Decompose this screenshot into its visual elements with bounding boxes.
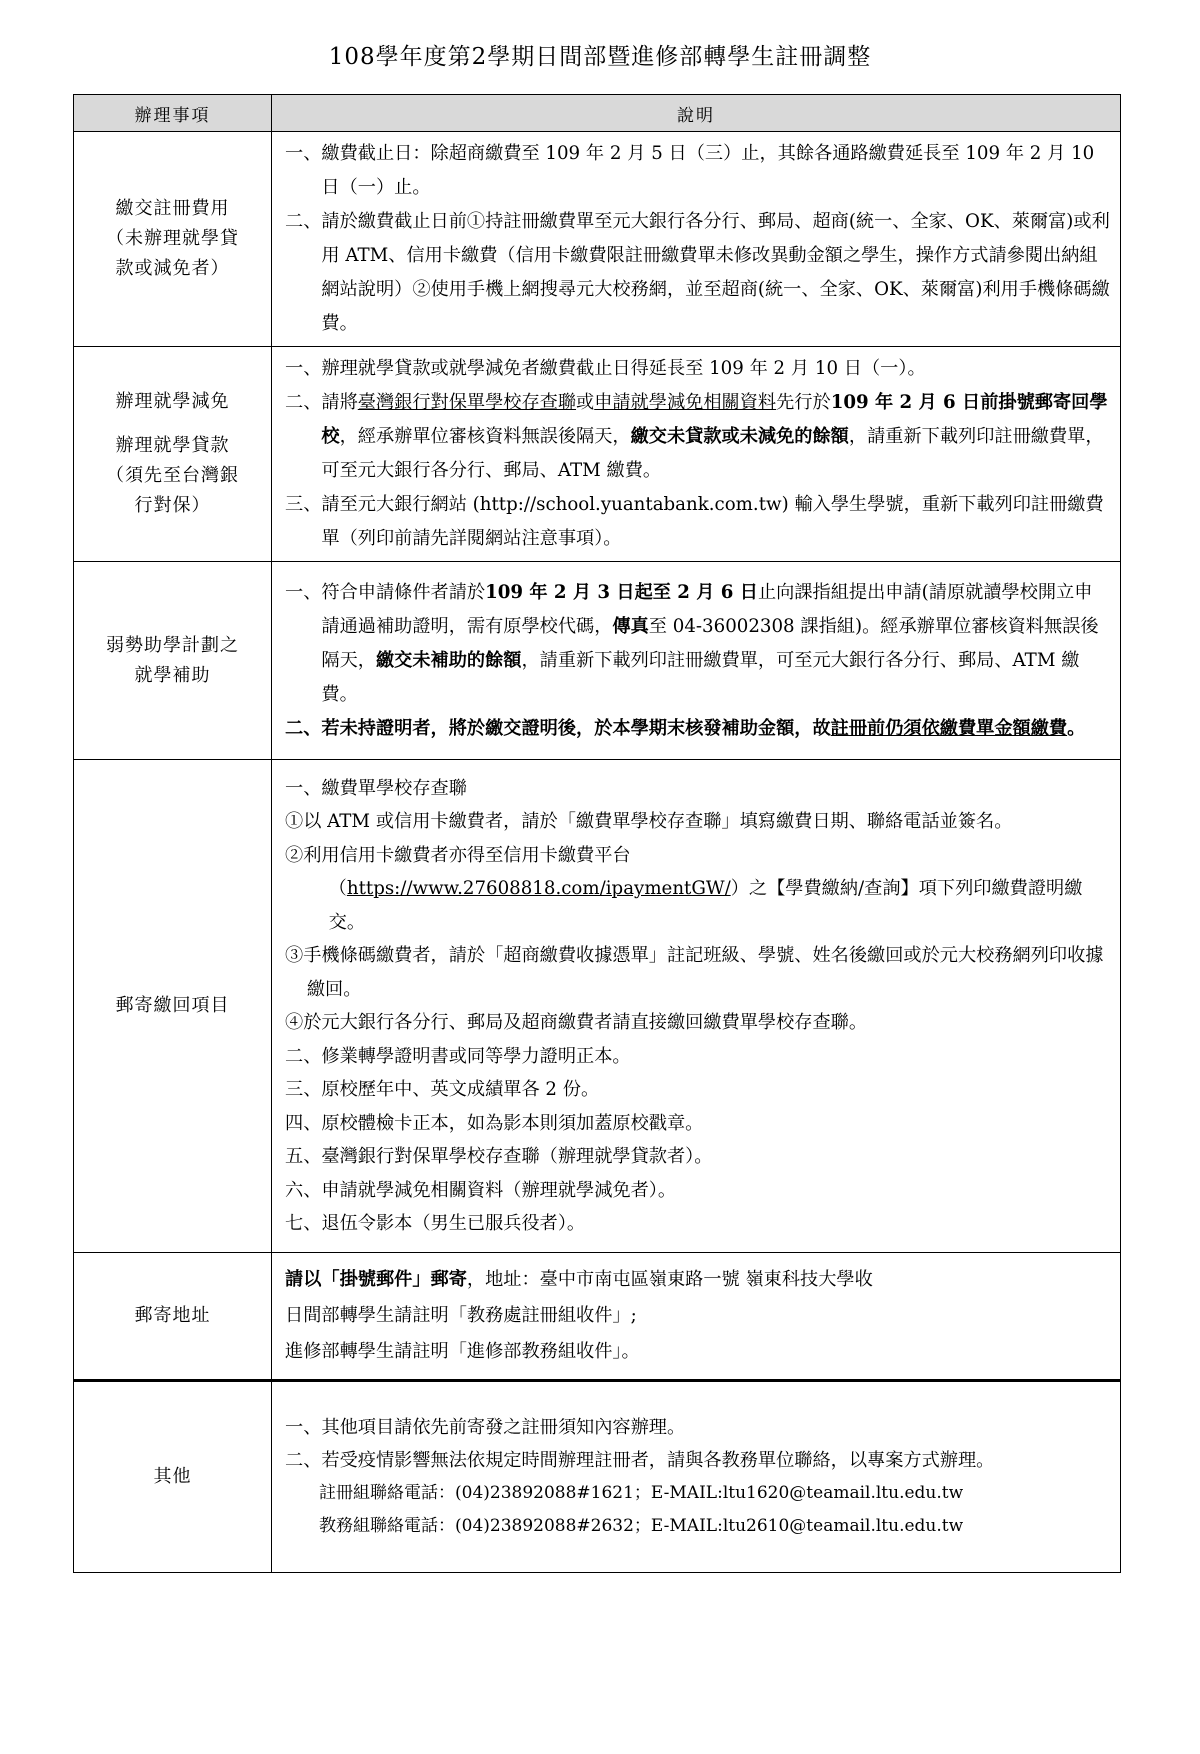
table-row-other bbox=[74, 1381, 1121, 1573]
loan-p2-underline-1: 臺灣銀行對保單學校存查聯 bbox=[357, 392, 577, 413]
mail-item-2: 二、修業轉學證明書或同等學力證明正本。 bbox=[285, 1045, 631, 1067]
loan-p2-underline-2: 申請就學減免相關資料 bbox=[594, 392, 777, 413]
aid-p1-bold-3: 繳交未補助的餘額 bbox=[375, 649, 522, 671]
mail-item-5: 五、臺灣銀行對保單學校存查聯（辦理就學貸款者）。 bbox=[285, 1146, 713, 1167]
item-loan bbox=[74, 347, 272, 562]
aid-p2-bold-underline: 註冊前仍須依繳費單金額繳費 bbox=[830, 717, 1068, 739]
loan-paragraph-1: 一、辦理就學貸款或就學減免者繳費截止日得延長至 109 年 2 月 10 日（一）。 bbox=[285, 358, 926, 379]
item-fee-line1: 繳交註冊費用 bbox=[115, 198, 230, 219]
item-aid-line2: 就學補助 bbox=[134, 664, 211, 686]
loan-paragraph-3: 三、請至元大銀行網站 (http://school.yuantabank.com.tw) 輸入學生學號，重新下載列印註冊繳費單（列印前請先詳閱網站注意事項）。 bbox=[285, 494, 1104, 549]
loan-paragraph-2 bbox=[285, 386, 1110, 488]
mail-1b-text-a: ②利用信用卡繳費者亦得至信用卡繳費平台 bbox=[285, 844, 631, 866]
mail-item-1c: ③手機條碼繳費者，請於「超商繳費收據憑單」註記班級、學號、姓名後繳回或於元大校務網列印收據繳回。 bbox=[285, 945, 1104, 1000]
mail-1b-text-c: ）之【學費繳納/查詢】項下列印繳費證明繳交。 bbox=[328, 878, 1083, 933]
mail-item-1a: ①以 ATM 或信用卡繳費者，請於「繳費單學校存查聯」填寫繳費日期、聯絡電話並簽名。 bbox=[285, 811, 1013, 832]
loan-p2-text-a: 二、請將 bbox=[285, 392, 358, 413]
table-header-row bbox=[74, 95, 1121, 132]
loan-p2-text-b: 或 bbox=[576, 392, 595, 413]
item-loan-line2: 辦理就學貸款 bbox=[115, 435, 230, 456]
loan-p2-text-d: ，經承辦單位審核資料無誤後隔天， bbox=[339, 426, 631, 447]
desc-other bbox=[272, 1381, 1121, 1573]
desc-mail bbox=[272, 760, 1121, 1253]
academic-contact: 教務組聯絡電話：(04)23892088#2632；E-MAIL:ltu2610@teamail.ltu.edu.tw bbox=[319, 1516, 964, 1536]
table-row-loan bbox=[74, 347, 1121, 562]
aid-p1-text-b: 止向課指組提出申請(請原就讀學校開立申請通過補助證明，需有原學校代碼， bbox=[321, 581, 1093, 637]
other-paragraph-1: 一、其他項目請依先前寄發之註冊須知內容辦理。 bbox=[285, 1417, 686, 1438]
desc-loan bbox=[272, 347, 1121, 562]
fee-paragraph-1: 一、繳費截止日：除超商繳費至 109 年 2 月 5 日（三）止，其餘各通路繳費延長至 109 年 2 月 10 日（一）止。 bbox=[285, 143, 1095, 198]
aid-p1-bold-1: 109 年 2 月 3 日起至 2 月 6 日 bbox=[485, 581, 758, 603]
item-loan-line4: 行對保） bbox=[134, 495, 211, 516]
item-fee-line2: （未辦理就學貸 bbox=[106, 228, 239, 249]
header-description: 說明 bbox=[272, 95, 1121, 132]
payment-platform-link[interactable]: https://www.27608818.com/ipaymentGW/ bbox=[346, 878, 731, 899]
mail-1b-open-paren: （ bbox=[328, 878, 347, 899]
loan-p2-bold-2: 繳交未貸款或未減免的餘額 bbox=[630, 426, 849, 447]
item-other: 其他 bbox=[74, 1381, 272, 1573]
other-paragraph-2: 二、若受疫情影響無法依規定時間辦理註冊者，請與各教務單位聯絡，以專案方式辦理。 bbox=[285, 1450, 995, 1471]
mail-item-3: 三、原校歷年中、英文成績單各 2 份。 bbox=[285, 1079, 600, 1100]
item-address: 郵寄地址 bbox=[74, 1253, 272, 1381]
registration-table bbox=[73, 94, 1121, 1573]
loan-p2-text-e: ，請重新下載列印註冊繳費單，可至元大銀行各分行、郵局、ATM 繳費。 bbox=[321, 426, 1104, 481]
aid-p2-end: 。 bbox=[1067, 717, 1086, 739]
address-line-2: 日間部轉學生請註明「教務處註冊組收件」; bbox=[285, 1305, 637, 1326]
address-text: ，地址：臺中市南屯區嶺東路一號 嶺東科技大學收 bbox=[466, 1269, 873, 1290]
loan-p2-text-c: 先行於 bbox=[776, 392, 831, 413]
mail-item-6: 六、申請就學減免相關資料（辦理就學減免者）。 bbox=[285, 1179, 677, 1201]
item-aid-line1: 弱勢助學計劃之 bbox=[106, 634, 239, 656]
mail-item-4: 四、原校體檢卡正本，如為影本則須加蓋原校戳章。 bbox=[285, 1112, 704, 1134]
desc-aid bbox=[272, 562, 1121, 760]
item-loan-line3: （須先至台灣銀 bbox=[106, 465, 239, 486]
address-line-1 bbox=[285, 1262, 1110, 1298]
address-line-3: 進修部轉學生請註明「進修部教務組收件」。 bbox=[285, 1341, 640, 1362]
address-registered-mail: 請以「掛號郵件」郵寄 bbox=[285, 1269, 467, 1290]
loan-p2-bold-1: 109 年 2 月 6 日前掛號郵寄回學校 bbox=[321, 392, 1108, 447]
item-aid bbox=[74, 562, 272, 760]
desc-fee bbox=[272, 132, 1121, 347]
table-row-mail-items bbox=[74, 760, 1121, 1253]
document-title: 108學年度第2學期日間部暨進修部轉學生註冊調整 bbox=[328, 44, 872, 70]
mail-item-7: 七、退伍令影本（男生已服兵役者）。 bbox=[285, 1213, 586, 1234]
item-fee bbox=[74, 132, 272, 347]
aid-p2-bold: 二、若未持證明者，將於繳交證明後，於本學期末核發補助金額，故 bbox=[285, 717, 831, 739]
aid-paragraph-1 bbox=[285, 576, 1110, 712]
aid-paragraph-2 bbox=[285, 712, 1110, 746]
aid-p1-text-a: 一、符合申請條件者請於 bbox=[285, 581, 486, 603]
item-mail: 郵寄繳回項目 bbox=[74, 760, 272, 1253]
mail-item-1d: ④於元大銀行各分行、郵局及超商繳費者請直接繳回繳費單學校存查聯。 bbox=[285, 1012, 868, 1033]
registration-contact: 註冊組聯絡電話：(04)23892088#1621；E-MAIL:ltu1620@teamail.ltu.edu.tw bbox=[319, 1483, 964, 1503]
aid-p1-text-d: ，請重新下載列印註冊繳費單，可至元大銀行各分行、郵局、ATM 繳費。 bbox=[321, 649, 1080, 705]
item-loan-line1: 辦理就學減免 bbox=[115, 391, 230, 412]
desc-address bbox=[272, 1253, 1121, 1381]
mail-item-1b bbox=[285, 839, 1110, 940]
fee-paragraph-2: 二、請於繳費截止日前①持註冊繳費單至元大銀行各分行、郵局、超商(統一、全家、OK、萊爾富)或利用 ATM、信用卡繳費（信用卡繳費限註冊繳費單未修改異動金額之學生，操作方式請參閱出納組網站說明）②使用手機上網搜尋元大校務網，並至超商(統一、全家、OK、萊爾富)利用手機條碼繳費。 bbox=[285, 211, 1110, 334]
mail-item-1: 一、繳費單學校存查聯 bbox=[285, 777, 467, 799]
item-fee-line3: 款或減免者） bbox=[115, 258, 230, 279]
table-row-address bbox=[74, 1253, 1121, 1381]
aid-p1-bold-2: 傳真 bbox=[612, 615, 649, 637]
table-row-aid bbox=[74, 562, 1121, 760]
header-item: 辦理事項 bbox=[74, 95, 272, 132]
table-row-fee bbox=[74, 132, 1121, 347]
aid-p1-text-c: 至 04-36002308 課指組)。經承辦單位審核資料無誤後隔天， bbox=[321, 615, 1099, 671]
